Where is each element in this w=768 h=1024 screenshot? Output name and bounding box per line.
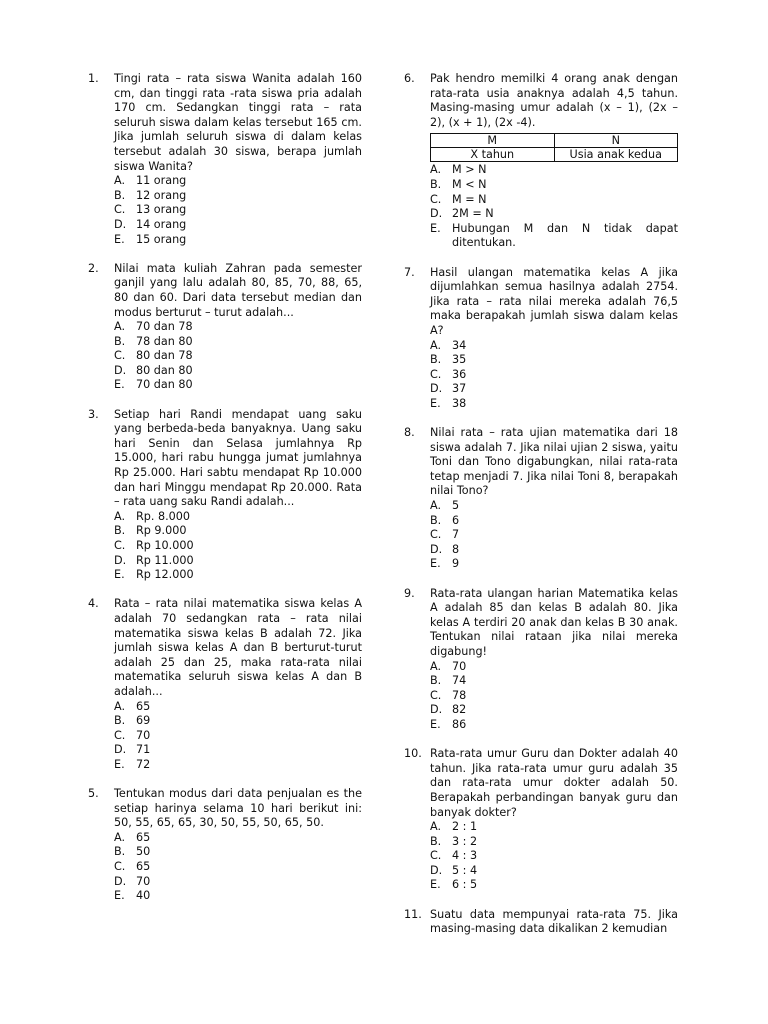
option-c xyxy=(430,193,678,208)
option-letter: B. xyxy=(114,334,126,348)
right-column xyxy=(404,72,678,951)
question-text: Nilai rata – rata ujian matematika dari 18 siswa adalah 7. Jika nilai ujian 2 siswa, yaitu Toni dan Tono digabungkan, nilai rata-rata tetap menjadi 7. Jika nilai Toni 8, berapakah nilai Tono? xyxy=(430,426,678,498)
option-a xyxy=(430,339,678,354)
option-text: 7 xyxy=(452,528,460,542)
option-c xyxy=(114,203,362,218)
question-text: Rata-rata umur Guru dan Dokter adalah 40 tahun. Jika rata-rata umur guru adalah 35 dan rata-rata umur dokter adalah 50. Berapakah perbandingan banyak guru dan banyak dokter? xyxy=(430,747,678,819)
option-text: 78 dan 80 xyxy=(136,334,193,348)
option-a xyxy=(430,660,678,675)
option-letter: A. xyxy=(114,174,126,188)
options-list xyxy=(114,320,362,393)
option-letter: A. xyxy=(114,509,126,523)
option-b xyxy=(114,524,362,539)
option-text: 70 xyxy=(136,874,151,888)
option-letter: D. xyxy=(114,553,127,567)
option-b xyxy=(114,335,362,350)
question-text: Tingi rata – rata siswa Wanita adalah 160 cm, dan tinggi rata -rata siswa pria adalah 170 cm. Sedangkan tinggi rata – rata seluruh siswa dalam kelas tersebut 165 cm. Jika jumlah seluruh siswa di dalam kelas tersebut adalah 30 siswa, berapa jumlah siswa Wanita? xyxy=(114,72,362,173)
question-number: 3. xyxy=(88,407,99,421)
question-10 xyxy=(404,747,678,893)
option-a xyxy=(114,174,362,189)
option-text: 78 xyxy=(452,688,467,702)
question-text: Tentukan modus dari data penjualan es the setiap harinya selama 10 hari berikut ini: 50, 55, 65, 65, 30, 50, 55, 50, 65, 50. xyxy=(114,787,362,830)
option-letter: D. xyxy=(430,863,443,877)
option-text: M = N xyxy=(452,192,487,206)
option-b xyxy=(430,514,678,529)
option-letter: B. xyxy=(430,353,442,367)
option-text: 2 : 1 xyxy=(452,820,478,834)
option-text: 13 orang xyxy=(136,203,187,217)
option-b xyxy=(114,845,362,860)
left-column xyxy=(88,72,362,918)
option-text: 70 xyxy=(136,728,151,742)
option-letter: A. xyxy=(114,830,126,844)
option-e xyxy=(430,397,678,412)
option-letter: C. xyxy=(430,849,442,863)
option-c xyxy=(114,539,362,554)
option-letter: E. xyxy=(430,717,441,731)
option-letter: E. xyxy=(430,878,441,892)
option-text: 65 xyxy=(136,699,151,713)
question-text: Rata-rata ulangan harian Matematika kelas A adalah 85 dan kelas B adalah 80. Jika kelas A terdiri 20 anak dan kelas B 30 anak. Tentukan nilai rataan jika nilai mereka digabung! xyxy=(430,586,678,658)
option-letter: E. xyxy=(430,557,441,571)
question-6 xyxy=(404,72,678,251)
option-text: 86 xyxy=(452,717,467,731)
question-11 xyxy=(404,908,678,937)
option-b xyxy=(114,189,362,204)
option-c xyxy=(430,849,678,864)
option-text: 6 xyxy=(452,513,460,527)
question-7 xyxy=(404,266,678,412)
option-text: 11 orang xyxy=(136,174,187,188)
option-text: 35 xyxy=(452,353,467,367)
option-text: 65 xyxy=(136,830,151,844)
option-letter: C. xyxy=(114,860,126,874)
option-d xyxy=(114,554,362,569)
option-a xyxy=(430,820,678,835)
option-text: M < N xyxy=(452,177,487,191)
option-text: 36 xyxy=(452,367,467,381)
table-cell-m: M xyxy=(431,134,555,148)
option-text: 6 : 5 xyxy=(452,878,478,892)
option-a xyxy=(430,499,678,514)
question-number: 5. xyxy=(88,787,99,801)
option-text: 70 dan 80 xyxy=(136,378,193,392)
question-5 xyxy=(88,787,362,904)
option-text: 2M = N xyxy=(452,207,494,221)
question-number: 10. xyxy=(404,747,422,761)
option-letter: C. xyxy=(430,192,442,206)
option-letter: D. xyxy=(430,207,443,221)
option-text: Rp. 8.000 xyxy=(136,509,191,523)
option-e xyxy=(114,568,362,583)
option-text: 15 orang xyxy=(136,232,187,246)
option-text: Rp 12.000 xyxy=(136,568,194,582)
option-b xyxy=(430,835,678,850)
option-text: 65 xyxy=(136,860,151,874)
table-cell-n-value: Usia anak kedua xyxy=(554,148,678,162)
table-row xyxy=(431,148,678,162)
option-letter: E. xyxy=(114,757,125,771)
question-number: 2. xyxy=(88,261,99,275)
option-letter: C. xyxy=(114,728,126,742)
question-number: 7. xyxy=(404,265,415,279)
question-text: Rata – rata nilai matematika siswa kelas A adalah 70 sedangkan rata – rata nilai matematika siswa kelas B adalah 72. Jika jumlah siswa kelas A dan B berturut-turut adalah 25 dan 25, maka rata-rata nilai matematika seluruh siswa kelas A dan B adalah... xyxy=(114,597,362,698)
option-a xyxy=(114,510,362,525)
option-d xyxy=(430,207,678,222)
option-text: 8 xyxy=(452,542,460,556)
option-letter: B. xyxy=(430,177,442,191)
option-c xyxy=(114,349,362,364)
options-list xyxy=(430,339,678,412)
table-header-row xyxy=(431,134,678,148)
option-a xyxy=(114,700,362,715)
option-letter: C. xyxy=(430,367,442,381)
question-text: Hasil ulangan matematika kelas A jika dijumlahkan semua hasilnya adalah 2754. Jika rata – rata nilai mereka adalah 76,5 maka berapakah jumlah siswa dalam kelas A? xyxy=(430,265,678,337)
option-c xyxy=(430,368,678,383)
option-d xyxy=(430,382,678,397)
option-e xyxy=(430,718,678,733)
option-letter: D. xyxy=(430,703,443,717)
option-letter: A. xyxy=(430,820,442,834)
question-text: Suatu data mempunyai rata-rata 75. Jika masing-masing data dikalikan 2 kemudian xyxy=(430,907,678,936)
option-text: Rp 10.000 xyxy=(136,539,194,552)
option-letter: E. xyxy=(114,568,125,582)
option-text: Hubungan M dan N tidak dapat ditentukan. xyxy=(452,221,678,250)
option-text: Rp 9.000 xyxy=(136,524,187,538)
option-d xyxy=(114,743,362,758)
question-9 xyxy=(404,587,678,733)
option-text: 74 xyxy=(452,674,467,688)
question-number: 8. xyxy=(404,426,415,440)
options-list xyxy=(114,510,362,583)
option-letter: C. xyxy=(430,528,442,542)
option-d xyxy=(114,875,362,890)
question-4 xyxy=(88,597,362,772)
option-text: 40 xyxy=(136,889,151,903)
option-text: 5 xyxy=(452,499,460,513)
option-text: 5 : 4 xyxy=(452,863,478,877)
option-e xyxy=(430,222,678,251)
question-3 xyxy=(88,408,362,583)
option-d xyxy=(430,703,678,718)
option-letter: D. xyxy=(430,542,443,556)
option-e xyxy=(114,758,362,773)
option-d xyxy=(430,543,678,558)
option-c xyxy=(114,729,362,744)
option-b xyxy=(430,178,678,193)
option-text: 9 xyxy=(452,557,460,571)
options-list xyxy=(114,174,362,247)
option-e xyxy=(114,889,362,904)
option-letter: D. xyxy=(114,874,127,888)
option-text: 70 xyxy=(452,659,467,673)
option-letter: D. xyxy=(114,217,127,231)
question-number: 9. xyxy=(404,586,415,600)
question-number: 1. xyxy=(88,72,99,85)
options-list xyxy=(430,820,678,893)
option-text: 14 orang xyxy=(136,217,187,231)
question-8 xyxy=(404,426,678,572)
option-e xyxy=(430,557,678,572)
option-letter: B. xyxy=(114,524,126,538)
option-letter: D. xyxy=(114,743,127,757)
option-text: 82 xyxy=(452,703,467,717)
option-d xyxy=(430,864,678,879)
comparison-table xyxy=(430,133,678,162)
option-text: 4 : 3 xyxy=(452,849,478,863)
option-letter: E. xyxy=(430,396,441,410)
option-letter: B. xyxy=(114,845,126,859)
question-text: Setiap hari Randi mendapat uang saku yang berbeda-beda banyaknya. Uang saku hari Senin dan Selasa jumlahnya Rp 15.000, hari rabu hungga jumat jumlahnya Rp 25.000. Hari sabtu mendapat Rp 10.000 dan hari Minggu mendapat Rp 20.000. Rata – rata uang saku Randi adalah... xyxy=(114,407,362,509)
option-letter: D. xyxy=(114,363,127,377)
option-b xyxy=(430,353,678,368)
question-number: 6. xyxy=(404,72,415,85)
option-text: 80 dan 78 xyxy=(136,349,193,363)
option-text: 34 xyxy=(452,338,467,352)
options-list xyxy=(430,499,678,572)
option-text: 3 : 2 xyxy=(452,834,478,848)
option-text: Rp 11.000 xyxy=(136,553,194,567)
option-letter: E. xyxy=(114,378,125,392)
option-letter: C. xyxy=(114,539,126,552)
question-2 xyxy=(88,262,362,393)
question-text: Nilai mata kuliah Zahran pada semester ganjil yang lalu adalah 80, 85, 70, 88, 65, 80 dan 60. Dari data tersebut median dan modus berturut – turut adalah... xyxy=(114,261,362,319)
option-letter: D. xyxy=(430,382,443,396)
table-cell-m-value: X tahun xyxy=(431,148,555,162)
question-number: 4. xyxy=(88,597,99,611)
option-text: 38 xyxy=(452,396,467,410)
option-letter: A. xyxy=(114,320,126,334)
option-text: 37 xyxy=(452,382,467,396)
question-text: Pak hendro memilki 4 orang anak dengan rata-rata usia anaknya adalah 4,5 tahun. Masing-masing umur adalah (x – 1), (2x – 2), (x + 1), (2x -4). xyxy=(430,72,678,129)
option-letter: B. xyxy=(430,674,442,688)
options-list xyxy=(430,163,678,251)
option-letter: B. xyxy=(430,834,442,848)
option-letter: E. xyxy=(114,889,125,903)
option-letter: E. xyxy=(430,221,441,235)
option-e xyxy=(114,378,362,393)
option-text: 80 dan 80 xyxy=(136,363,193,377)
option-a xyxy=(430,163,678,178)
option-text: 50 xyxy=(136,845,151,859)
option-text: 70 dan 78 xyxy=(136,320,193,334)
option-d xyxy=(114,218,362,233)
option-text: 71 xyxy=(136,743,151,757)
option-d xyxy=(114,364,362,379)
option-a xyxy=(114,831,362,846)
option-a xyxy=(114,320,362,335)
options-list xyxy=(430,660,678,733)
options-list xyxy=(114,700,362,773)
option-letter: E. xyxy=(114,232,125,246)
option-e xyxy=(430,878,678,893)
question-number: 11. xyxy=(404,907,422,921)
option-b xyxy=(430,674,678,689)
option-text: 69 xyxy=(136,714,151,728)
option-letter: C. xyxy=(114,349,126,363)
option-text: 72 xyxy=(136,757,151,771)
options-list xyxy=(114,831,362,904)
option-c xyxy=(430,528,678,543)
option-letter: A. xyxy=(430,659,442,673)
option-letter: A. xyxy=(430,499,442,513)
table-cell-n: N xyxy=(554,134,678,148)
option-e xyxy=(114,233,362,248)
option-letter: B. xyxy=(430,513,442,527)
option-c xyxy=(114,860,362,875)
option-letter: A. xyxy=(430,163,442,177)
option-b xyxy=(114,714,362,729)
option-c xyxy=(430,689,678,704)
option-letter: A. xyxy=(114,699,126,713)
option-letter: A. xyxy=(430,338,442,352)
option-letter: B. xyxy=(114,714,126,728)
question-1 xyxy=(88,72,362,247)
option-letter: C. xyxy=(430,688,442,702)
option-text: 12 orang xyxy=(136,188,187,202)
option-text: M > N xyxy=(452,163,487,177)
option-letter: C. xyxy=(114,203,126,217)
option-letter: B. xyxy=(114,188,126,202)
